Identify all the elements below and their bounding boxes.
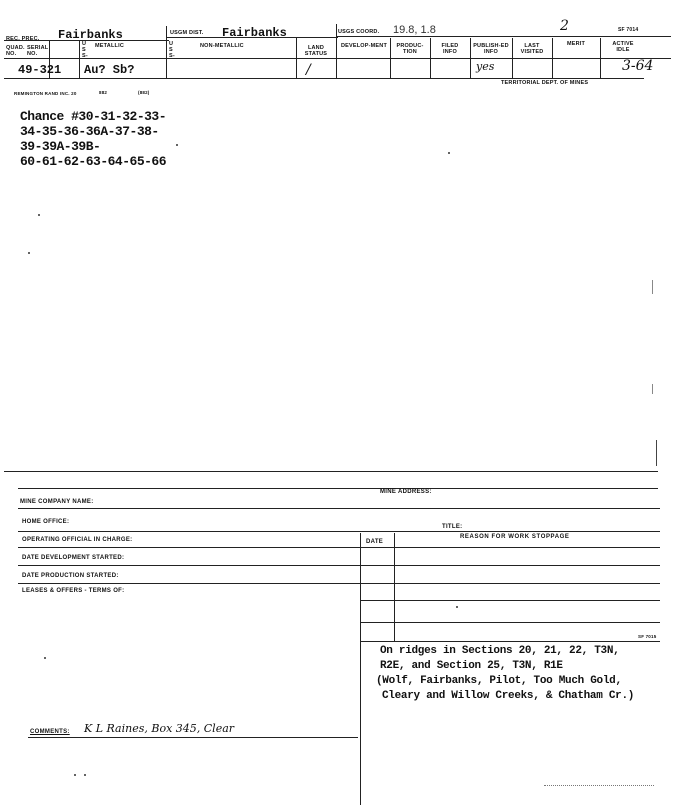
form-number-2: SF 7015 bbox=[638, 634, 657, 639]
claims-line-2: 34-35-36-36A-37-38- bbox=[20, 124, 159, 139]
scan-speck bbox=[38, 214, 40, 216]
printer-code-1: 882 bbox=[99, 90, 108, 95]
usgs-coord-label: USGS COORD. bbox=[338, 29, 380, 35]
nonmetallic-prefix: U S S- bbox=[169, 41, 175, 59]
operating-official-underline bbox=[18, 547, 660, 548]
quad-label: QUAD. NO. bbox=[6, 45, 25, 57]
scan-speck bbox=[84, 774, 86, 776]
col-div-8 bbox=[470, 38, 471, 78]
comments-value: K L Raines, Box 345, Clear bbox=[84, 722, 235, 735]
comments-label: COMMENTS: bbox=[30, 729, 70, 735]
published-value: yes bbox=[476, 60, 495, 73]
title-label: TITLE: bbox=[442, 524, 463, 530]
nonmetallic-label: NON-METALLIC bbox=[200, 43, 244, 49]
date-label: DATE bbox=[366, 539, 384, 545]
home-office-label: HOME OFFICE: bbox=[22, 519, 70, 525]
col-div-11 bbox=[600, 38, 601, 78]
territorial-label: TERRITORIAL DEPT. OF MINES bbox=[501, 80, 589, 86]
printer-credit: REMINGTON RAND INC. 20 bbox=[14, 91, 77, 96]
dev-started-label: DATE DEVELOPMENT STARTED: bbox=[22, 555, 125, 561]
header-top-rule-3 bbox=[336, 36, 671, 37]
reason-label: REASON FOR WORK STOPPAGE bbox=[460, 534, 570, 540]
mine-company-underline bbox=[18, 508, 660, 509]
metallic-label: METALLIC bbox=[95, 43, 124, 49]
mine-address-label: MINE ADDRESS: bbox=[380, 489, 432, 495]
production-label: PRODUC-TION bbox=[396, 43, 424, 55]
comments-underline bbox=[28, 737, 358, 738]
rec-prec-value: Fairbanks bbox=[58, 28, 123, 42]
metallic-prefix: U S S- bbox=[82, 41, 88, 59]
location-line-2: R2E, and Section 25, T3N, R1E bbox=[380, 660, 563, 672]
land-status-value: / bbox=[306, 62, 311, 78]
corner-mark: 2 bbox=[560, 18, 569, 34]
published-info-label: PUBLISH-ED INFO bbox=[473, 43, 509, 55]
serial-label: SERIAL NO. bbox=[27, 45, 49, 57]
header-bottom-rule bbox=[4, 58, 671, 59]
land-status-label: LAND STATUS bbox=[304, 45, 328, 57]
operating-official-label: OPERATING OFFICIAL IN CHARGE: bbox=[22, 537, 133, 543]
header-top-rule-2 bbox=[166, 37, 338, 38]
data-row-rule bbox=[4, 78, 644, 79]
active-idle-label: ACTIVE IDLE bbox=[612, 41, 634, 53]
form-number: SF 7014 bbox=[618, 27, 639, 33]
mine-company-rule bbox=[18, 488, 658, 489]
stoppage-date-div bbox=[394, 533, 395, 641]
stoppage-row-3 bbox=[360, 641, 660, 642]
claims-line-4: 60-61-62-63-64-65-66 bbox=[20, 154, 167, 169]
col-div-7 bbox=[430, 38, 431, 78]
col-div-9 bbox=[512, 38, 513, 78]
leases-label: LEASES & OFFERS - TERMS OF: bbox=[22, 588, 125, 594]
scan-edge-mark bbox=[652, 280, 653, 294]
usgm-dist-value: Fairbanks bbox=[222, 26, 287, 40]
scan-edge-mark bbox=[652, 384, 653, 394]
location-line-4: Cleary and Willow Creeks, & Chatham Cr.) bbox=[382, 690, 635, 702]
claims-line-3: 39-39A-39B- bbox=[20, 139, 101, 154]
rec-prec-label: REC. PREC. bbox=[6, 36, 40, 42]
col-div-10 bbox=[552, 38, 553, 78]
home-office-underline bbox=[18, 531, 660, 532]
scan-edge-mark bbox=[656, 440, 657, 466]
col-div-5 bbox=[336, 24, 337, 78]
scan-speck bbox=[74, 774, 76, 776]
filed-info-label: FILED INFO bbox=[441, 43, 459, 55]
prod-started-label: DATE PRODUCTION STARTED: bbox=[22, 573, 119, 579]
merit-label: MERIT bbox=[566, 41, 586, 47]
bottom-scan-smudge bbox=[544, 785, 654, 786]
stoppage-left-edge bbox=[360, 533, 361, 805]
usgs-coord-value: 19.8, 1.8 bbox=[393, 24, 436, 36]
col-div-3 bbox=[166, 26, 167, 78]
stoppage-row-2 bbox=[360, 622, 660, 623]
development-label: DEVELOP-MENT bbox=[340, 43, 388, 49]
mine-company-label: MINE COMPANY NAME: bbox=[20, 499, 94, 505]
printer-code-2: (882) bbox=[138, 90, 150, 95]
col-div-6 bbox=[390, 38, 391, 78]
dev-started-underline bbox=[18, 565, 660, 566]
scan-speck bbox=[44, 657, 46, 659]
metallic-value: Au? Sb? bbox=[84, 63, 135, 77]
scan-speck bbox=[448, 152, 450, 154]
col-div-4 bbox=[296, 38, 297, 78]
location-line-3: (Wolf, Fairbanks, Pilot, Too Much Gold, bbox=[376, 675, 622, 687]
scan-speck bbox=[176, 144, 178, 146]
usgm-dist-label: USGM DIST. bbox=[170, 30, 204, 36]
claims-line-1: Chance #30-31-32-33- bbox=[20, 109, 167, 124]
active-idle-value: 3-64 bbox=[622, 58, 654, 74]
location-line-1: On ridges in Sections 20, 21, 22, T3N, bbox=[380, 645, 620, 657]
quad-serial-value: 49-321 bbox=[18, 63, 62, 77]
col-div-2 bbox=[79, 40, 80, 78]
scan-speck bbox=[28, 252, 30, 254]
card-top-rule bbox=[4, 471, 658, 472]
last-visited-label: LAST VISITED bbox=[520, 43, 544, 55]
prod-started-underline bbox=[18, 583, 660, 584]
scan-speck bbox=[456, 606, 458, 608]
stoppage-row-1 bbox=[360, 600, 660, 601]
